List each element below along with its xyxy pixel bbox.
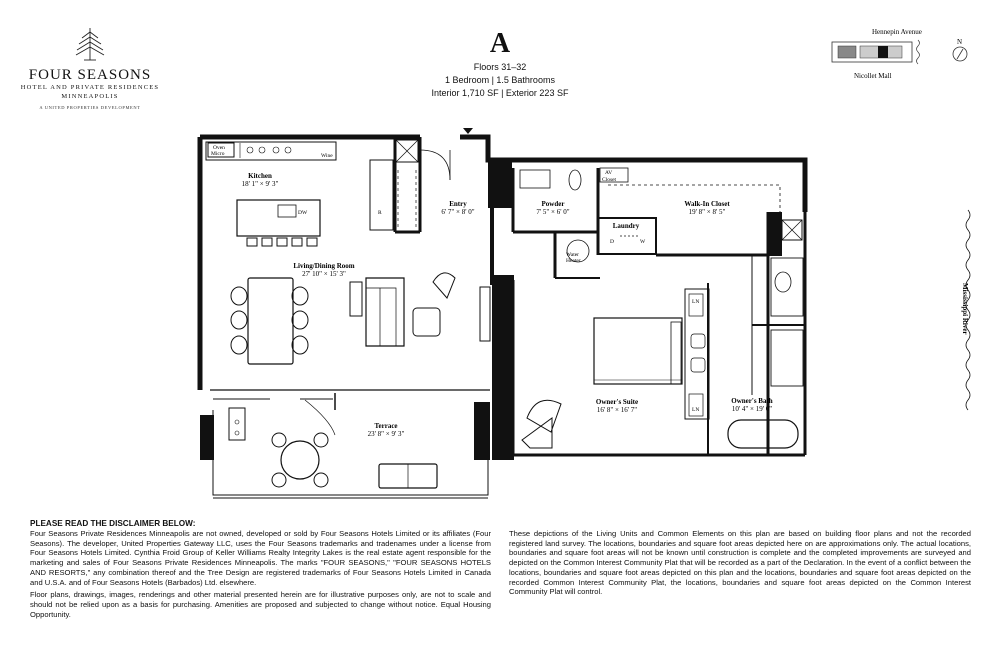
north-label: N [957,38,963,46]
fridge-label: R [378,210,382,216]
owners-suite-label: Owner's Suite [595,398,639,406]
street-bottom-label: Nicollet Mall [854,72,892,80]
living-dining-label: Living/Dining Room [293,262,355,270]
walkin-closet-dim: 19' 8" × 8' 5" [688,208,726,216]
street-top-label: Hennepin Avenue [872,28,922,36]
washer-label: W [640,239,646,245]
owners-bath-label: Owner's Bath [731,397,773,405]
disclaimer-paragraph: These depictions of the Living Units and Common Elements on this plan are based on building floor plans and not the recorded registered land survey. The locations, boundaries and square foot areas depicted here on are approximations only. The actual locations, boundaries and square foot areas will not be known until construction is complete and the completed improvements are surveyed and depicted on the Common Interest Community Plat that will be recorded as a part of the Declaration. In the event of a conflict between the locations, boundaries and square foot areas depicted on this plan and the locations, boundaries and square foot areas depicted on the recorded Common Interest Community Plat, the locations, boundaries and square foot areas depicted on the Common Interest Community Plat will control. [509,529,971,597]
heater-label: Heater [566,258,581,264]
linen-label-top: LN [692,299,700,305]
brand-city: MINNEAPOLIS [61,93,119,100]
disclaimer-paragraph: Four Seasons Private Residences Minneapolis are not owned, developed or sold by Four Seasons Hotels Limited or its affiliates (Four Seasons). The developer, United Properties Gateway LLC, uses the Four Seasons trademarks and tradenames under a license from Four Seasons Hotels Limited. Cynthia Froid Group of Keller Williams Realty Integrity Lakes is the real estate agent responsible for the marketing and sales of Four Seasons Private Residences Minneapolis. The marks "FOUR SEASONS," "FOUR SEASONS HOTELS AND RESORTS," any combination thereof and the Tree Design are registered trademarks of Four Seasons Hotels Limited in Canada and U.S.A. and of Four Seasons Hotels (Barbados) Ltd. elsewhere. [30,529,491,587]
owners-bath-dim: 10' 4" × 19' 0" [731,405,773,413]
disclaimer-heading: PLEASE READ THE DISCLAIMER BELOW: [30,519,196,528]
owners-suite-dim: 16' 8" × 16' 7" [596,406,638,414]
micro-label: Micro [211,151,225,157]
wine-label: Wine [321,153,333,159]
powder-dim: 7' 5" × 6' 0" [536,208,570,216]
powder-label: Powder [541,200,565,208]
kitchen-label: Kitchen [248,172,272,180]
dishwasher-label: DW [298,210,308,216]
laundry-label: Laundry [612,222,640,230]
disclaimer-right [509,529,971,600]
dryer-label: D [610,239,614,245]
disclaimer-left [30,529,491,622]
kitchen-dim: 18' 1" × 9' 3" [241,180,279,188]
unit-rooms: 1 Bedroom | 1.5 Bathrooms [445,75,555,85]
terrace-dim: 23' 8" × 9' 3" [367,430,405,438]
av-label: AV [605,170,613,176]
entry-dim: 6' 7" × 8' 0" [441,208,475,216]
living-dining-dim: 27' 10" × 15' 3" [302,270,346,278]
linen-label-bottom: LN [692,407,700,413]
brand-subtitle: HOTEL AND PRIVATE RESIDENCES [20,84,160,91]
river-label: Mississippi River [961,283,969,335]
terrace-label: Terrace [374,422,398,430]
disclaimer-paragraph: Floor plans, drawings, images, renderings and other material presented herein are for illustrative purposes only, are not to scale and should not be relied upon as a basis for purchasing. Amenities are proposed and subjected to change without notice. Equal Housing Opportunity. [30,590,491,619]
brand-name: FOUR SEASONS [28,67,152,83]
unit-floors: Floors 31–32 [473,62,527,72]
unit-area: Interior 1,710 SF | Exterior 223 SF [431,88,569,98]
oven-label: Oven [213,145,225,151]
entry-arrow-icon [463,128,473,134]
entry-label: Entry [449,200,467,208]
walkin-closet-label: Walk-In Closet [684,200,730,208]
water-label: Water [566,252,579,258]
av-closet-label: Closet [602,177,617,183]
unit-letter: A [489,28,511,59]
brand-dev-note: A UNITED PROPERTIES DEVELOPMENT [39,105,141,110]
